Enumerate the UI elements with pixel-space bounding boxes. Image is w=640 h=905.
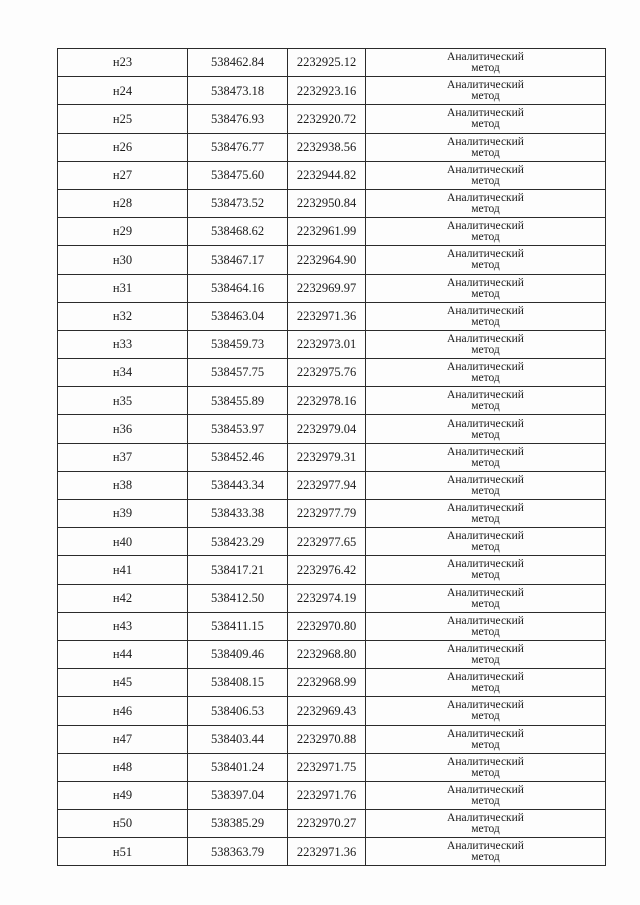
method-line-1: Аналитический xyxy=(447,361,524,374)
x-coordinate-cell: 538443.34 xyxy=(188,471,288,499)
method-line-2: метод xyxy=(471,315,500,328)
method-line-2: метод xyxy=(471,456,500,469)
table-row xyxy=(58,584,606,612)
method-cell xyxy=(366,528,606,556)
table-row xyxy=(58,77,606,105)
y-coordinate-cell: 2232961.99 xyxy=(288,218,366,246)
x-coordinate-cell: 538476.77 xyxy=(188,133,288,161)
y-coordinate-cell: 2232938.56 xyxy=(288,133,366,161)
x-coordinate-cell: 538433.38 xyxy=(188,500,288,528)
method-line-2: метод xyxy=(471,851,500,864)
method-line-2: метод xyxy=(471,203,500,216)
x-coordinate-cell: 538408.15 xyxy=(188,669,288,697)
method-cell xyxy=(366,838,606,866)
table-row xyxy=(58,471,606,499)
table-row xyxy=(58,612,606,640)
method-cell xyxy=(366,471,606,499)
method-cell xyxy=(366,359,606,387)
y-coordinate-cell: 2232976.42 xyxy=(288,556,366,584)
method-line-2: метод xyxy=(471,343,500,356)
method-line-1: Аналитический xyxy=(447,586,524,599)
y-coordinate-cell: 2232971.75 xyxy=(288,753,366,781)
table-row xyxy=(58,640,606,668)
point-id-cell: н50 xyxy=(58,810,188,838)
x-coordinate-cell: 538397.04 xyxy=(188,781,288,809)
y-coordinate-cell: 2232969.97 xyxy=(288,274,366,302)
x-coordinate-cell: 538473.52 xyxy=(188,189,288,217)
x-coordinate-cell: 538459.73 xyxy=(188,330,288,358)
point-id-cell: н48 xyxy=(58,753,188,781)
y-coordinate-cell: 2232944.82 xyxy=(288,161,366,189)
method-cell xyxy=(366,330,606,358)
method-line-1: Аналитический xyxy=(447,220,524,233)
y-coordinate-cell: 2232977.79 xyxy=(288,500,366,528)
point-id-cell: н43 xyxy=(58,612,188,640)
method-cell xyxy=(366,49,606,77)
method-line-1: Аналитический xyxy=(447,417,524,430)
method-cell xyxy=(366,218,606,246)
method-line-1: Аналитический xyxy=(447,671,524,684)
table-row xyxy=(58,669,606,697)
x-coordinate-cell: 538455.89 xyxy=(188,387,288,415)
method-line-1: Аналитический xyxy=(447,699,524,712)
point-id-cell: н24 xyxy=(58,77,188,105)
y-coordinate-cell: 2232970.27 xyxy=(288,810,366,838)
point-id-cell: н45 xyxy=(58,669,188,697)
method-line-1: Аналитический xyxy=(447,107,524,120)
method-cell xyxy=(366,781,606,809)
x-coordinate-cell: 538462.84 xyxy=(188,49,288,77)
x-coordinate-cell: 538411.15 xyxy=(188,612,288,640)
x-coordinate-cell: 538409.46 xyxy=(188,640,288,668)
method-line-1: Аналитический xyxy=(447,840,524,853)
table-row xyxy=(58,500,606,528)
method-cell xyxy=(366,640,606,668)
x-coordinate-cell: 538463.04 xyxy=(188,302,288,330)
method-cell xyxy=(366,189,606,217)
table-row xyxy=(58,302,606,330)
table-row xyxy=(58,189,606,217)
coordinates-table-body xyxy=(58,49,606,866)
method-line-1: Аналитический xyxy=(447,558,524,571)
method-cell xyxy=(366,725,606,753)
method-line-2: метод xyxy=(471,400,500,413)
table-row xyxy=(58,753,606,781)
x-coordinate-cell: 538363.79 xyxy=(188,838,288,866)
x-coordinate-cell: 538412.50 xyxy=(188,584,288,612)
x-coordinate-cell: 538385.29 xyxy=(188,810,288,838)
method-line-1: Аналитический xyxy=(447,643,524,656)
method-cell xyxy=(366,584,606,612)
method-line-1: Аналитический xyxy=(447,79,524,92)
table-row xyxy=(58,697,606,725)
point-id-cell: н47 xyxy=(58,725,188,753)
method-cell xyxy=(366,810,606,838)
method-line-2: метод xyxy=(471,372,500,385)
y-coordinate-cell: 2232971.36 xyxy=(288,838,366,866)
method-line-2: метод xyxy=(471,484,500,497)
method-line-2: метод xyxy=(471,710,500,723)
method-line-2: метод xyxy=(471,738,500,751)
method-line-2: метод xyxy=(471,541,500,554)
method-line-2: метод xyxy=(471,287,500,300)
x-coordinate-cell: 538467.17 xyxy=(188,246,288,274)
y-coordinate-cell: 2232968.80 xyxy=(288,640,366,668)
x-coordinate-cell: 538406.53 xyxy=(188,697,288,725)
method-line-2: метод xyxy=(471,766,500,779)
method-line-2: метод xyxy=(471,90,500,103)
y-coordinate-cell: 2232925.12 xyxy=(288,49,366,77)
point-id-cell: н51 xyxy=(58,838,188,866)
point-id-cell: н27 xyxy=(58,161,188,189)
coordinates-table xyxy=(57,48,606,866)
table-row xyxy=(58,359,606,387)
table-row xyxy=(58,810,606,838)
method-line-2: метод xyxy=(471,513,500,526)
y-coordinate-cell: 2232973.01 xyxy=(288,330,366,358)
table-row xyxy=(58,556,606,584)
point-id-cell: н36 xyxy=(58,415,188,443)
method-cell xyxy=(366,612,606,640)
method-cell xyxy=(366,697,606,725)
y-coordinate-cell: 2232978.16 xyxy=(288,387,366,415)
table-row xyxy=(58,725,606,753)
y-coordinate-cell: 2232964.90 xyxy=(288,246,366,274)
point-id-cell: н38 xyxy=(58,471,188,499)
method-line-2: метод xyxy=(471,231,500,244)
method-line-1: Аналитический xyxy=(447,304,524,317)
method-line-1: Аналитический xyxy=(447,163,524,176)
method-cell xyxy=(366,274,606,302)
x-coordinate-cell: 538464.16 xyxy=(188,274,288,302)
method-line-2: метод xyxy=(471,682,500,695)
table-row xyxy=(58,133,606,161)
method-line-2: метод xyxy=(471,259,500,272)
point-id-cell: н25 xyxy=(58,105,188,133)
point-id-cell: н32 xyxy=(58,302,188,330)
y-coordinate-cell: 2232923.16 xyxy=(288,77,366,105)
point-id-cell: н30 xyxy=(58,246,188,274)
table-row xyxy=(58,528,606,556)
table-row xyxy=(58,330,606,358)
method-line-1: Аналитический xyxy=(447,389,524,402)
method-line-1: Аналитический xyxy=(447,530,524,543)
point-id-cell: н39 xyxy=(58,500,188,528)
y-coordinate-cell: 2232950.84 xyxy=(288,189,366,217)
point-id-cell: н31 xyxy=(58,274,188,302)
method-line-2: метод xyxy=(471,118,500,131)
point-id-cell: н29 xyxy=(58,218,188,246)
y-coordinate-cell: 2232968.99 xyxy=(288,669,366,697)
x-coordinate-cell: 538468.62 xyxy=(188,218,288,246)
method-cell xyxy=(366,246,606,274)
point-id-cell: н33 xyxy=(58,330,188,358)
x-coordinate-cell: 538473.18 xyxy=(188,77,288,105)
method-cell xyxy=(366,161,606,189)
method-line-2: метод xyxy=(471,654,500,667)
point-id-cell: н44 xyxy=(58,640,188,668)
y-coordinate-cell: 2232970.80 xyxy=(288,612,366,640)
method-line-1: Аналитический xyxy=(447,755,524,768)
method-cell xyxy=(366,753,606,781)
method-line-2: метод xyxy=(471,569,500,582)
method-line-1: Аналитический xyxy=(447,812,524,825)
method-line-2: метод xyxy=(471,428,500,441)
table-row xyxy=(58,415,606,443)
x-coordinate-cell: 538457.75 xyxy=(188,359,288,387)
method-cell xyxy=(366,443,606,471)
point-id-cell: н26 xyxy=(58,133,188,161)
x-coordinate-cell: 538423.29 xyxy=(188,528,288,556)
method-line-1: Аналитический xyxy=(447,51,524,64)
method-line-1: Аналитический xyxy=(447,727,524,740)
x-coordinate-cell: 538401.24 xyxy=(188,753,288,781)
point-id-cell: н46 xyxy=(58,697,188,725)
table-row xyxy=(58,105,606,133)
method-line-1: Аналитический xyxy=(447,135,524,148)
point-id-cell: н23 xyxy=(58,49,188,77)
method-cell xyxy=(366,133,606,161)
table-row xyxy=(58,443,606,471)
method-line-2: метод xyxy=(471,823,500,836)
point-id-cell: н49 xyxy=(58,781,188,809)
table-row xyxy=(58,838,606,866)
y-coordinate-cell: 2232971.76 xyxy=(288,781,366,809)
method-cell xyxy=(366,500,606,528)
table-row xyxy=(58,49,606,77)
method-cell xyxy=(366,387,606,415)
y-coordinate-cell: 2232975.76 xyxy=(288,359,366,387)
x-coordinate-cell: 538452.46 xyxy=(188,443,288,471)
point-id-cell: н28 xyxy=(58,189,188,217)
y-coordinate-cell: 2232974.19 xyxy=(288,584,366,612)
point-id-cell: н42 xyxy=(58,584,188,612)
method-line-1: Аналитический xyxy=(447,473,524,486)
table-row xyxy=(58,218,606,246)
y-coordinate-cell: 2232979.31 xyxy=(288,443,366,471)
y-coordinate-cell: 2232969.43 xyxy=(288,697,366,725)
method-cell xyxy=(366,302,606,330)
method-line-1: Аналитический xyxy=(447,332,524,345)
table-row xyxy=(58,161,606,189)
method-line-2: метод xyxy=(471,794,500,807)
y-coordinate-cell: 2232977.65 xyxy=(288,528,366,556)
method-line-2: метод xyxy=(471,146,500,159)
y-coordinate-cell: 2232977.94 xyxy=(288,471,366,499)
method-line-2: метод xyxy=(471,625,500,638)
x-coordinate-cell: 538476.93 xyxy=(188,105,288,133)
method-line-2: метод xyxy=(471,597,500,610)
method-line-2: метод xyxy=(471,174,500,187)
method-cell xyxy=(366,105,606,133)
table-row xyxy=(58,274,606,302)
table-row xyxy=(58,246,606,274)
method-line-1: Аналитический xyxy=(447,502,524,515)
method-cell xyxy=(366,415,606,443)
x-coordinate-cell: 538417.21 xyxy=(188,556,288,584)
method-line-1: Аналитический xyxy=(447,192,524,205)
method-cell xyxy=(366,556,606,584)
table-row xyxy=(58,387,606,415)
y-coordinate-cell: 2232979.04 xyxy=(288,415,366,443)
point-id-cell: н40 xyxy=(58,528,188,556)
method-line-1: Аналитический xyxy=(447,445,524,458)
method-line-2: метод xyxy=(471,62,500,75)
point-id-cell: н35 xyxy=(58,387,188,415)
method-line-1: Аналитический xyxy=(447,783,524,796)
method-line-1: Аналитический xyxy=(447,276,524,289)
x-coordinate-cell: 538453.97 xyxy=(188,415,288,443)
x-coordinate-cell: 538403.44 xyxy=(188,725,288,753)
method-cell xyxy=(366,77,606,105)
y-coordinate-cell: 2232920.72 xyxy=(288,105,366,133)
y-coordinate-cell: 2232970.88 xyxy=(288,725,366,753)
point-id-cell: н37 xyxy=(58,443,188,471)
y-coordinate-cell: 2232971.36 xyxy=(288,302,366,330)
method-line-1: Аналитический xyxy=(447,614,524,627)
point-id-cell: н34 xyxy=(58,359,188,387)
method-line-1: Аналитический xyxy=(447,248,524,261)
point-id-cell: н41 xyxy=(58,556,188,584)
method-cell xyxy=(366,669,606,697)
table-row xyxy=(58,781,606,809)
x-coordinate-cell: 538475.60 xyxy=(188,161,288,189)
